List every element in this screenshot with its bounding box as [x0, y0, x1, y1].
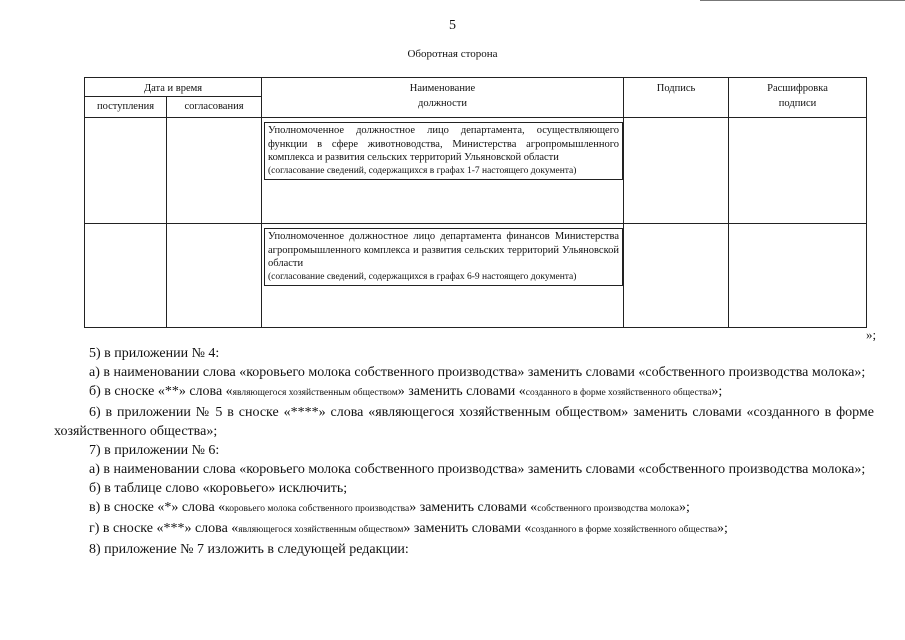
small-text: собственного производства молока — [537, 504, 679, 514]
text-fragment: »; — [711, 384, 723, 399]
cell-signature — [624, 118, 729, 224]
header-decode-line2: подписи — [778, 98, 817, 109]
cell-position — [262, 224, 624, 328]
header-position — [262, 78, 624, 118]
cell-received — [85, 118, 167, 224]
text-fragment: » заменить словами « — [409, 500, 538, 515]
cell-decode — [729, 118, 867, 224]
table-row — [85, 224, 867, 328]
text-fragment: »; — [679, 500, 690, 515]
cell-signature — [624, 224, 729, 328]
text-fragment: г) в сноске «***» слова « — [89, 521, 239, 536]
page-number: 5 — [449, 18, 456, 33]
position-name: Уполномоченное должностное лицо департамента, осуществляющего функции в сфере животноводства, Министерства агропромышленного комплекса и развития сельских территорий Ульяновской области — [268, 125, 620, 163]
header-decode-line1: Расшифровка — [767, 83, 828, 94]
cell-position — [262, 118, 624, 224]
page-subtitle: Оборотная сторона — [407, 48, 498, 60]
small-text: являющегося хозяйственным обществом — [232, 388, 398, 398]
document-body — [54, 344, 874, 559]
paragraph-8: 8) приложение № 7 изложить в следующей редакции: — [89, 542, 409, 557]
text-fragment: б) в сноске «**» слова « — [89, 384, 233, 399]
header-date-time: Дата и время — [85, 78, 262, 97]
cell-approved — [167, 118, 262, 224]
cell-approved — [167, 224, 262, 328]
position-note: (согласование сведений, содержащихся в графах 1-7 настоящего документа) — [268, 165, 577, 176]
header-approved: согласования — [167, 97, 262, 118]
header-signature: Подпись — [624, 78, 729, 118]
small-text: являющегося хозяйственным обществом — [238, 525, 404, 535]
table-row — [85, 118, 867, 224]
cell-decode — [729, 224, 867, 328]
text-fragment: »; — [717, 521, 728, 536]
small-text: созданного в форме хозяйственного общества — [525, 388, 712, 398]
position-box — [264, 122, 623, 180]
header-decode — [729, 78, 867, 118]
approval-table — [84, 77, 867, 328]
closing-quote: »; — [866, 327, 877, 342]
cell-received — [85, 224, 167, 328]
text-fragment: в) в сноске «*» слова « — [89, 500, 226, 515]
position-name: Уполномоченное должностное лицо департамента финансов Министерства агропромышленного комплекса и развития сельских территорий Ульяновской области — [268, 231, 620, 269]
paragraph-5: 5) в приложении № 4: — [89, 346, 220, 361]
header-position-line1: Наименование — [409, 83, 476, 94]
paragraph-6: 6) в приложении № 5 в сноске «****» слова «являющегося хозяйственным обществом» заменить словами «созданного в форме хозяйственного общества»; — [54, 405, 874, 439]
small-text: созданного в форме хозяйственного общества — [531, 525, 718, 535]
text-fragment: » заменить словами « — [403, 521, 532, 536]
text-fragment: » заменить словами « — [397, 384, 526, 399]
paragraph-5b — [54, 382, 874, 403]
top-rule — [700, 0, 905, 1]
paragraph-7: 7) в приложении № 6: — [89, 443, 220, 458]
position-note: (согласование сведений, содержащихся в графах 6-9 настоящего документа) — [268, 271, 577, 282]
header-received: поступления — [85, 97, 167, 118]
paragraph-5a: а) в наименовании слова «коровьего молока собственного производства» заменить словами «собственного производства молока»; — [89, 365, 866, 380]
small-text: коровьего молока собственного производства — [225, 504, 410, 514]
position-box — [264, 228, 623, 286]
paragraph-7b: б) в таблице слово «коровьего» исключить; — [89, 481, 348, 496]
paragraph-7a: а) в наименовании слова «коровьего молока собственного производства» заменить словами «собственного производства молока»; — [89, 462, 866, 477]
header-position-line2: должности — [418, 98, 467, 109]
paragraph-7v — [54, 498, 874, 519]
paragraph-7g — [54, 519, 874, 540]
